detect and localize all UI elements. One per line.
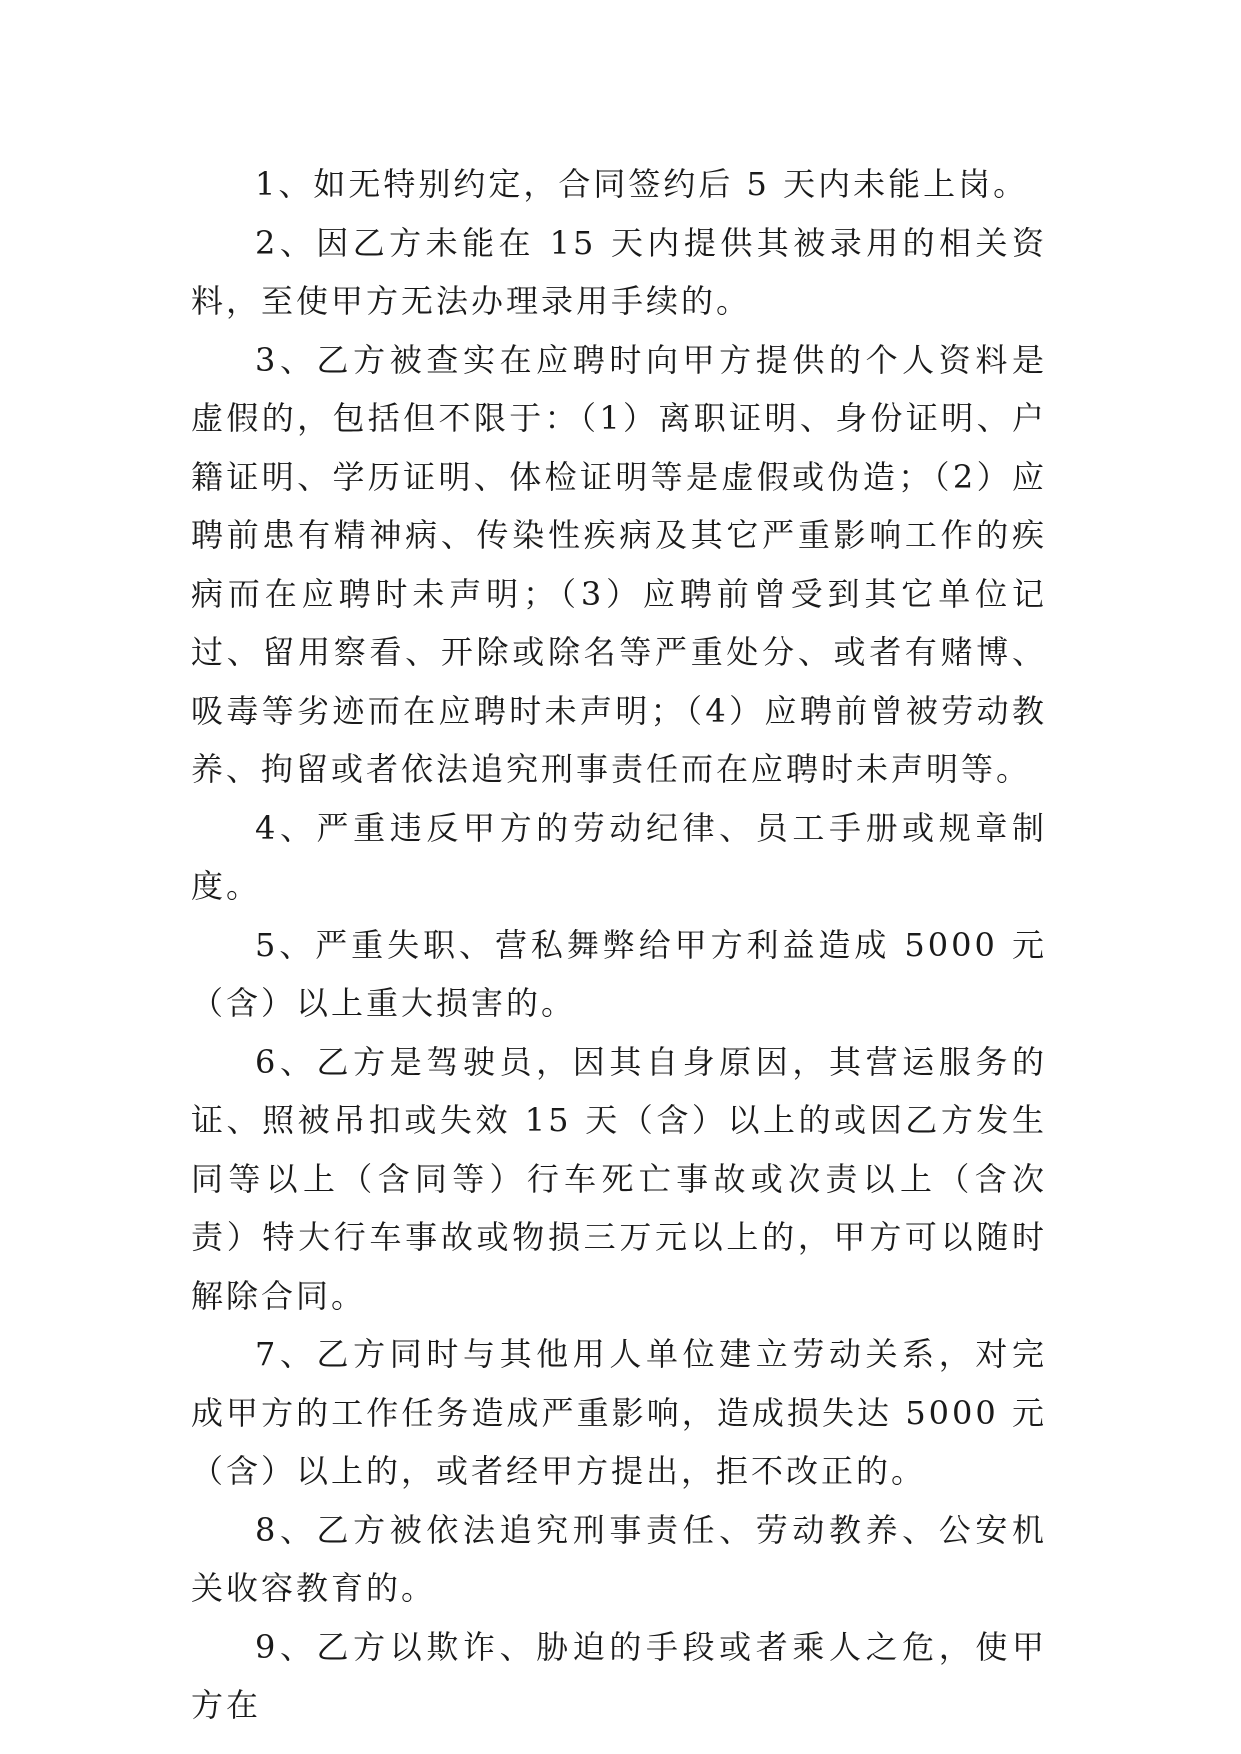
paragraph-2: 2、因乙方未能在 15 天内提供其被录用的相关资料，至使甲方无法办理录用手续的。 [191, 223, 1047, 320]
paragraph-1: 1、如无特别约定，合同签约后 5 天内未能上岗。 [255, 165, 1029, 203]
paragraph-4: 4、严重违反甲方的劳动纪律、员工手册或规章制度。 [191, 808, 1047, 905]
paragraph-9: 9、乙方以欺诈、胁迫的手段或者乘人之危，使甲方在 [191, 1627, 1047, 1724]
paragraph-7: 7、乙方同时与其他用人单位建立劳动关系，对完成甲方的工作任务造成严重影响，造成损失达 5000 元（含）以上的，或者经甲方提出，拒不改正的。 [191, 1335, 1047, 1490]
paragraph-3: 3、乙方被查实在应聘时向甲方提供的个人资料是虚假的，包括但不限于：（1）离职证明、身份证明、户籍证明、学历证明、体检证明等是虚假或伪造；（2）应聘前患有精神病、传染性疾病及其它严重影响工作的疾病而在应聘时未声明；（3）应聘前曾受到其它单位记过、留用察看、开除或除名等严重处分、或者有赌博、吸毒等劣迹而在应聘时未声明；（4）应聘前曾被劳动教养、拘留或者依法追究刑事责任而在应聘时未声明等。 [191, 340, 1047, 788]
paragraph-6: 6、乙方是驾驶员，因其自身原因，其营运服务的证、照被吊扣或失效 15 天（含）以上的或因乙方发生同等以上（含同等）行车死亡事故或次责以上（含次责）特大行车事故或物损三万元以上的，甲方可以随时解除合同。 [191, 1042, 1047, 1315]
document-body [191, 155, 1047, 1735]
paragraph-5: 5、严重失职、营私舞弊给甲方利益造成 5000 元（含）以上重大损害的。 [191, 925, 1047, 1022]
paragraph-8: 8、乙方被依法追究刑事责任、劳动教养、公安机关收容教育的。 [191, 1510, 1047, 1607]
